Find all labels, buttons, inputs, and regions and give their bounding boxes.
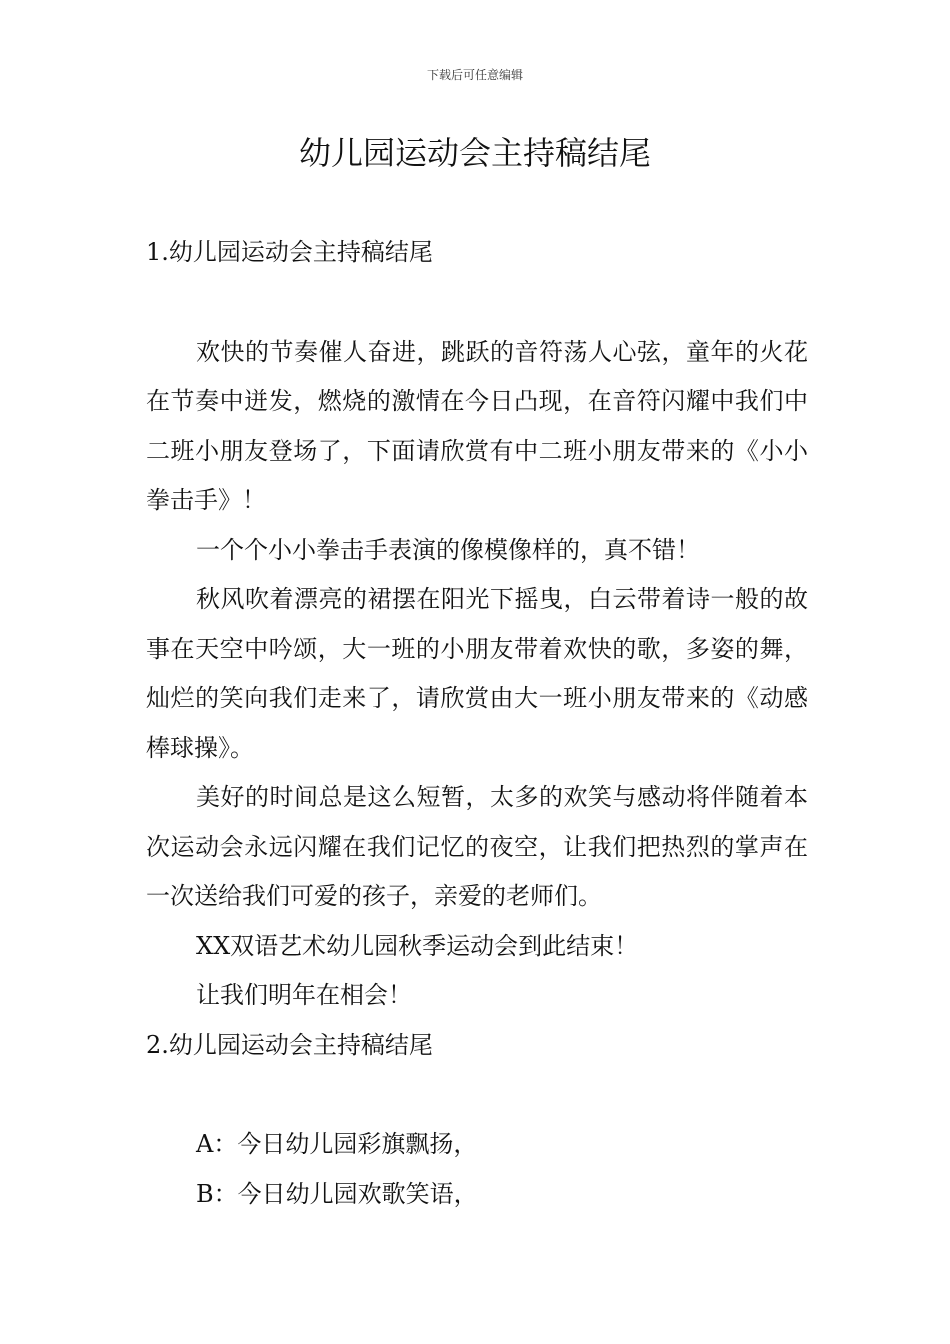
dialogue-line: A：今日幼儿园彩旗飘扬， bbox=[196, 1130, 478, 1158]
dialogue-line: B：今日幼儿园欢歌笑语， bbox=[196, 1179, 478, 1208]
paragraph: 一个个小小拳击手表演的像模像样的，真不错！ bbox=[196, 535, 700, 564]
spacer bbox=[146, 1070, 808, 1120]
section-heading-2: 2.幼儿园运动会主持稿结尾 bbox=[146, 1030, 433, 1059]
section-heading-1: 1.幼儿园运动会主持稿结尾 bbox=[146, 238, 433, 266]
paragraph: 美好的时间总是这么短暂，太多的欢笑与感动将伴随着本次运动会永远闪耀在我们记忆的夜空，让我们把热烈的掌声在一次送给我们可爱的孩子，亲爱的老师们。 bbox=[146, 783, 808, 910]
spacer bbox=[146, 278, 808, 328]
header-note: 下载后可任意编辑 bbox=[426, 68, 523, 82]
document-title: 幼儿园运动会主持稿结尾 bbox=[298, 134, 651, 172]
paragraph: XX双语艺术幼儿园秋季运动会到此结束！ bbox=[196, 931, 639, 960]
paragraph: 秋风吹着漂亮的裙摆在阳光下摇曳，白云带着诗一般的故事在天空中吟颂，大一班的小朋友带着欢快的歌，多姿的舞，灿烂的笑向我们走来了，请欣赏由大一班小朋友带来的《动感棒球操》。 bbox=[146, 585, 808, 762]
paragraph: 让我们明年在相会！ bbox=[196, 981, 412, 1009]
document-body bbox=[146, 228, 808, 1219]
paragraph: 欢快的节奏催人奋进，跳跃的音符荡人心弦，童年的火花在节奏中迸发，燃烧的激情在今日凸现，在音符闪耀中我们中二班小朋友登场了，下面请欣赏有中二班小朋友带来的《小小拳击手》！ bbox=[146, 337, 808, 514]
